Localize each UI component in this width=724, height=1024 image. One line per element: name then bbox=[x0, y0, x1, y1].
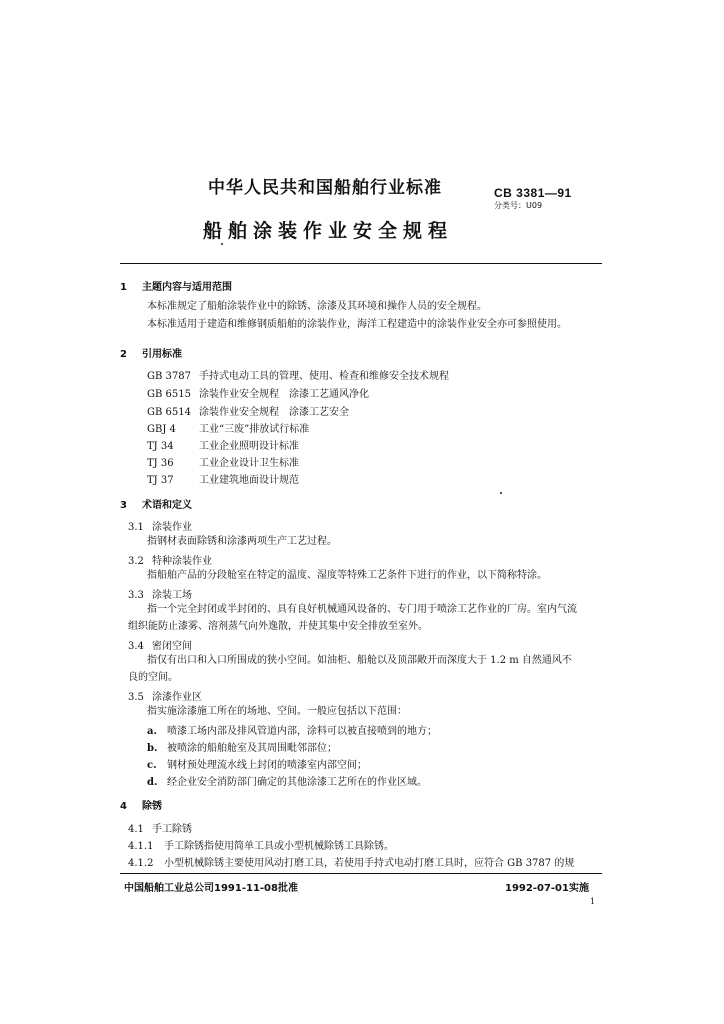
section-title: 除锈 bbox=[142, 801, 162, 812]
term-name: 特种涂装作业 bbox=[152, 556, 212, 567]
approval-line: 中国船舶工业总公司1991-11-08批准 bbox=[124, 883, 298, 894]
term-3-3-definition-line-2: 组织能防止漆雾、溶剂蒸气向外逸散，并使其集中安全排放至室外。 bbox=[128, 621, 428, 632]
list-item-label: d. bbox=[147, 777, 158, 788]
reference-item bbox=[147, 471, 299, 486]
term-3-1 bbox=[128, 518, 192, 533]
section-4-heading bbox=[120, 797, 162, 812]
reference-code: GB 6514 bbox=[147, 407, 191, 418]
reference-title: 工业企业设计卫生标准 bbox=[199, 458, 299, 469]
term-3-2 bbox=[128, 552, 212, 567]
section-number: 2 bbox=[120, 349, 127, 360]
list-item-text: 钢材预处理流水线上封闭的喷漆室内部空间； bbox=[167, 760, 367, 771]
reference-item bbox=[147, 367, 449, 382]
term-3-3 bbox=[128, 586, 192, 601]
list-item-label: b. bbox=[147, 743, 158, 754]
clause-text: 小型机械除锈主要使用风动打磨工具，若使用手持式电动打磨工具时，应符合 GB 3787 的规 bbox=[164, 858, 575, 869]
section-title: 术语和定义 bbox=[142, 500, 192, 511]
section-number: 4 bbox=[120, 801, 127, 812]
reference-item bbox=[147, 385, 369, 400]
section-number: 1 bbox=[120, 282, 127, 293]
reference-title: 工业企业照明设计标准 bbox=[199, 441, 299, 452]
list-item-text: 经企业安全消防部门确定的其他涂漆工艺所在的作业区域。 bbox=[167, 777, 427, 788]
list-item-text: 喷漆工场内部及排风管道内部，涂料可以被直接喷到的地方； bbox=[167, 726, 437, 737]
term-3-1-definition: 指钢材表面除锈和涂漆两项生产工艺过程。 bbox=[147, 536, 337, 547]
term-3-4-definition-line-1: 指仅有出口和入口所围成的狭小空间。如油柜、船舱以及顶部敞开而深度大于 1.2 m 自然通风不 bbox=[147, 655, 572, 666]
reference-title: 涂装作业安全规程 涂漆工艺安全 bbox=[199, 407, 349, 418]
reference-code: GB 3787 bbox=[147, 371, 191, 382]
reference-title: 涂装作业安全规程 涂漆工艺通风净化 bbox=[199, 389, 369, 400]
reference-item bbox=[147, 420, 309, 435]
reference-item bbox=[147, 403, 349, 418]
term-number: 3.3 bbox=[128, 590, 144, 601]
section-3-heading bbox=[120, 496, 192, 511]
standard-code: CB 3381—91 bbox=[494, 186, 572, 200]
term-number: 3.2 bbox=[128, 556, 144, 567]
list-item-label: a. bbox=[147, 726, 157, 737]
effective-date-line: 1992-07-01实施 bbox=[505, 883, 589, 894]
term-name: 涂装作业 bbox=[152, 522, 192, 533]
reference-code: TJ 37 bbox=[147, 475, 174, 486]
issuing-authority-title: 中华人民共和国船舶行业标准 bbox=[208, 178, 442, 198]
section-number: 3 bbox=[120, 500, 127, 511]
reference-code: GB 6515 bbox=[147, 389, 191, 400]
clause-number: 4.1.2 bbox=[128, 858, 154, 869]
term-3-5-definition: 指实施涂漆施工所在的场地、空间。一般应包括以下范围： bbox=[147, 706, 407, 717]
speck-mark bbox=[221, 243, 223, 245]
list-item bbox=[147, 773, 427, 788]
clause-4-1-1 bbox=[128, 837, 394, 852]
clause-number: 4.1.1 bbox=[128, 841, 154, 852]
reference-code: TJ 36 bbox=[147, 458, 174, 469]
term-name: 密闭空间 bbox=[152, 641, 192, 652]
section-1-paragraph-2: 本标准适用于建造和维修钢质船舶的涂装作业，海洋工程建造中的涂装作业安全亦可参照使用。 bbox=[147, 319, 567, 330]
reference-title: 工业建筑地面设计规范 bbox=[199, 475, 299, 486]
reference-item bbox=[147, 454, 299, 469]
list-item-label: c. bbox=[147, 760, 157, 771]
list-item-text: 被喷涂的船舶舱室及其周围毗邻部位； bbox=[167, 743, 337, 754]
section-2-heading bbox=[120, 345, 182, 360]
section-1-heading bbox=[120, 278, 232, 293]
footer-divider bbox=[120, 873, 602, 874]
term-3-2-definition: 指船舶产品的分段舱室在特定的温度、湿度等特殊工艺条件下进行的作业，以下简称特涂。 bbox=[147, 570, 547, 581]
header-divider bbox=[120, 263, 602, 264]
reference-title: 工业“三废”排放试行标准 bbox=[199, 424, 310, 435]
document-title: 船舶涂装作业安全规程 bbox=[203, 220, 454, 242]
term-3-3-definition-line-1: 指一个完全封闭或半封闭的、具有良好机械通风设备的、专门用于喷涂工艺作业的厂房。室内气流 bbox=[147, 604, 577, 615]
term-number: 3.5 bbox=[128, 692, 144, 703]
page-number: 1 bbox=[590, 897, 596, 906]
term-number: 3.1 bbox=[128, 522, 144, 533]
term-name: 涂漆作业区 bbox=[152, 692, 202, 703]
term-name: 涂装工场 bbox=[152, 590, 192, 601]
term-3-5 bbox=[128, 688, 202, 703]
term-number: 3.4 bbox=[128, 641, 144, 652]
section-title: 主题内容与适用范围 bbox=[142, 282, 232, 293]
speck-mark bbox=[500, 492, 502, 494]
subsection-4-1 bbox=[128, 820, 192, 835]
list-item bbox=[147, 756, 367, 771]
clause-text: 手工除锈指使用简单工具或小型机械除锈工具除锈。 bbox=[164, 841, 394, 852]
section-1-paragraph-1: 本标准规定了船舶涂装作业中的除锈、涂漆及其环境和操作人员的安全规程。 bbox=[147, 301, 487, 312]
reference-title: 手持式电动工具的管理、使用、检查和维修安全技术规程 bbox=[199, 371, 449, 382]
reference-code: TJ 34 bbox=[147, 441, 174, 452]
term-3-4-definition-line-2: 良的空间。 bbox=[128, 672, 178, 683]
subsection-title: 手工除锈 bbox=[152, 824, 192, 835]
reference-item bbox=[147, 437, 299, 452]
section-title: 引用标准 bbox=[142, 349, 182, 360]
reference-code: GBJ 4 bbox=[147, 424, 176, 435]
list-item bbox=[147, 722, 437, 737]
list-item bbox=[147, 739, 337, 754]
subsection-number: 4.1 bbox=[128, 824, 144, 835]
term-3-4 bbox=[128, 637, 192, 652]
classification-number: 分类号：U09 bbox=[494, 201, 543, 210]
clause-4-1-2 bbox=[128, 854, 574, 869]
